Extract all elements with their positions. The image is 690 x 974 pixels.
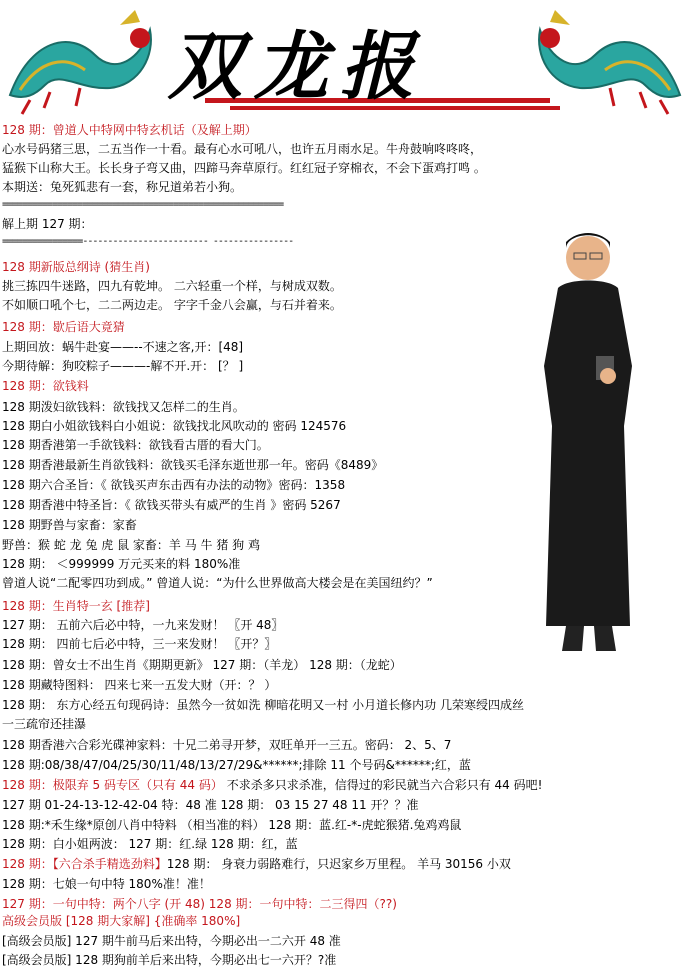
text-line: 128 期：生肖特一玄 [推荐] (2, 599, 150, 613)
text-line: 128 期六合圣旨：《 欲钱买声东击西有办法的动物》密码：1358 (2, 478, 346, 492)
text-line: 128 期： 东方心经五句现码诗：虽然今一贫如洗 柳暗花明又一村 小月道长修内功 几荣寒绶四成丝 (2, 698, 524, 712)
text-line: 本期送：兔死狐悲有一套，称兄道弟若小狗。 (2, 180, 243, 194)
highlight-prefix: 128 期：【六合杀手精选劲料】 (2, 857, 167, 871)
text-line: 128 期新版总纲诗 (猜生肖) (2, 260, 150, 274)
text-line: 上期回放：蜗牛赴宴——--不速之客,开：[48] (2, 340, 244, 354)
text-line: 128 期:08/38/47/04/25/30/11/48/13/27/29&******;排除 11 个号码&******;红，蓝 (2, 758, 471, 772)
text-line: 128 期：歇后语大竟猜 (2, 320, 125, 334)
text-line: 今期待解：狗咬粽子———-解不开.开： [？ ] (2, 359, 244, 373)
text-line: 高级会员版 [128 期大家解] {准确率 180%] (2, 914, 241, 928)
text-line: [高级会员版] 128 期狗前羊后来出特，今期必出七一六开？?准 (2, 953, 337, 967)
text-line: 野兽：猴 蛇 龙 兔 虎 鼠 家畜：羊 马 牛 猪 狗 鸡 (2, 538, 260, 552)
text-line: 128 期香港最新生肖欲钱料：欲钱买毛泽东逝世那一年。密码《8489》 (2, 458, 384, 472)
text-line: 128 期香港中特圣旨：《 欲钱买带头有威严的生肖 》密码 5267 (2, 498, 341, 512)
text-line: 128 期：极限弃 5 码专区（只有 44 码） 不求杀多只求杀准，信得过的彩民就当六合彩只有 44 码吧! (2, 778, 543, 792)
text-line: 128 期香港第一手欲钱料：欲钱看古厝的看大门。 (2, 438, 269, 452)
text-line: 128 期：曾女士不出生肖《期期更新》 127 期：（羊龙） 128 期：（龙蛇） (2, 658, 402, 672)
text-line: 挑三拣四牛迷路，四九有乾坤。 二六轻重一个样，与树成双数。 (2, 279, 342, 293)
text-line: 127 期 01-24-13-12-42-04 特：48 准 128 期： 03 15 27 48 11 开？？准 (2, 798, 419, 812)
text-line: 128 期： 四前七后必中特，三一来发财！ 〖开？〗 (2, 637, 277, 651)
text-line: 猛猴下山称大王。长长身子弯又曲，四蹄马奔草原行。红红冠子穿棉衣，不会下蛋鸡打鸣 。 (2, 161, 486, 175)
text-line: 128 期:*禾生缘*原创八肖中特料 （相当准的料） 128 期：蓝.红-*-虎蛇猴猪.兔鸡鸡鼠 (2, 818, 462, 832)
text-line: [高级会员版] 127 期牛前马后来出特，今期必出一二六开 48 准 (2, 934, 341, 948)
text-line: 一三疏帘还挂瀑 (2, 717, 87, 731)
dragon-icon (539, 10, 680, 114)
text-line: 128 期香港六合彩光碟神家料：十兄二弟寻开梦，双旺单开一三五。密码： 2、5、7 (2, 738, 452, 752)
separator-line: ================------------------------- ---------------- (2, 236, 294, 247)
masthead-title: 双龙报 (168, 24, 426, 110)
text-line: 解上期 127 期： (2, 217, 93, 231)
text-line: 128 期：曾道人中特网中特玄机话（及解上期） (2, 123, 257, 137)
separator-line: ======================================================== (2, 199, 284, 210)
text-line: 128 期： ＜999999 万元买来的料 180%准 (2, 557, 241, 571)
text-line: 127 期：一句中特：两个八字 (开 48) 128 期：一句中特：二三得四（??) (2, 897, 397, 911)
highlight-prefix: 128 期：极限弃 5 码专区（只有 44 码） (2, 778, 223, 792)
text-line: 不如顺口吼个七，二二两边走。 字字千金八会赢，与石并着来。 (2, 298, 342, 312)
text-line: 128 期：白小姐两波： 127 期：红.绿 128 期：红，蓝 (2, 837, 298, 851)
masthead (0, 0, 690, 120)
dragon-icon (10, 10, 151, 114)
text-line: 128 期泼妇欲钱料：欲钱找又怎样二的生肖。 (2, 400, 245, 414)
text-line: 128 期：七娘一句中特 180%准！准！ (2, 877, 211, 891)
text-line: 128 期野兽与家畜：家畜 (2, 518, 137, 532)
text-line: 128 期白小姐欲钱料白小姐说：欲钱找北风吹动的 密码 124576 (2, 419, 347, 433)
text-line: 心水号码猪三思，二五当作一十看。最有心水可吼八，也许五月雨水足。牛舟鼓响咚咚咚， (2, 142, 483, 156)
text-line: 128 期：欲钱料 (2, 379, 89, 393)
text-line: 127 期： 五前六后必中特，一九来发财！ 〖开 48〗 (2, 618, 284, 632)
text-line: 128 期藏特图料： 四来七来一五发大财（开：？ ） (2, 678, 277, 692)
text-line: 曾道人说“二配零四功到成。” 曾道人说：“为什么世界做高大楼会是在美国纽约？” (2, 576, 433, 590)
text-line: 128 期：【六合杀手精选劲料】128 期： 身衰力弱路难行，只迟家乡万里程。 羊马 30156 小双 (2, 857, 511, 871)
person-figure (528, 226, 648, 656)
